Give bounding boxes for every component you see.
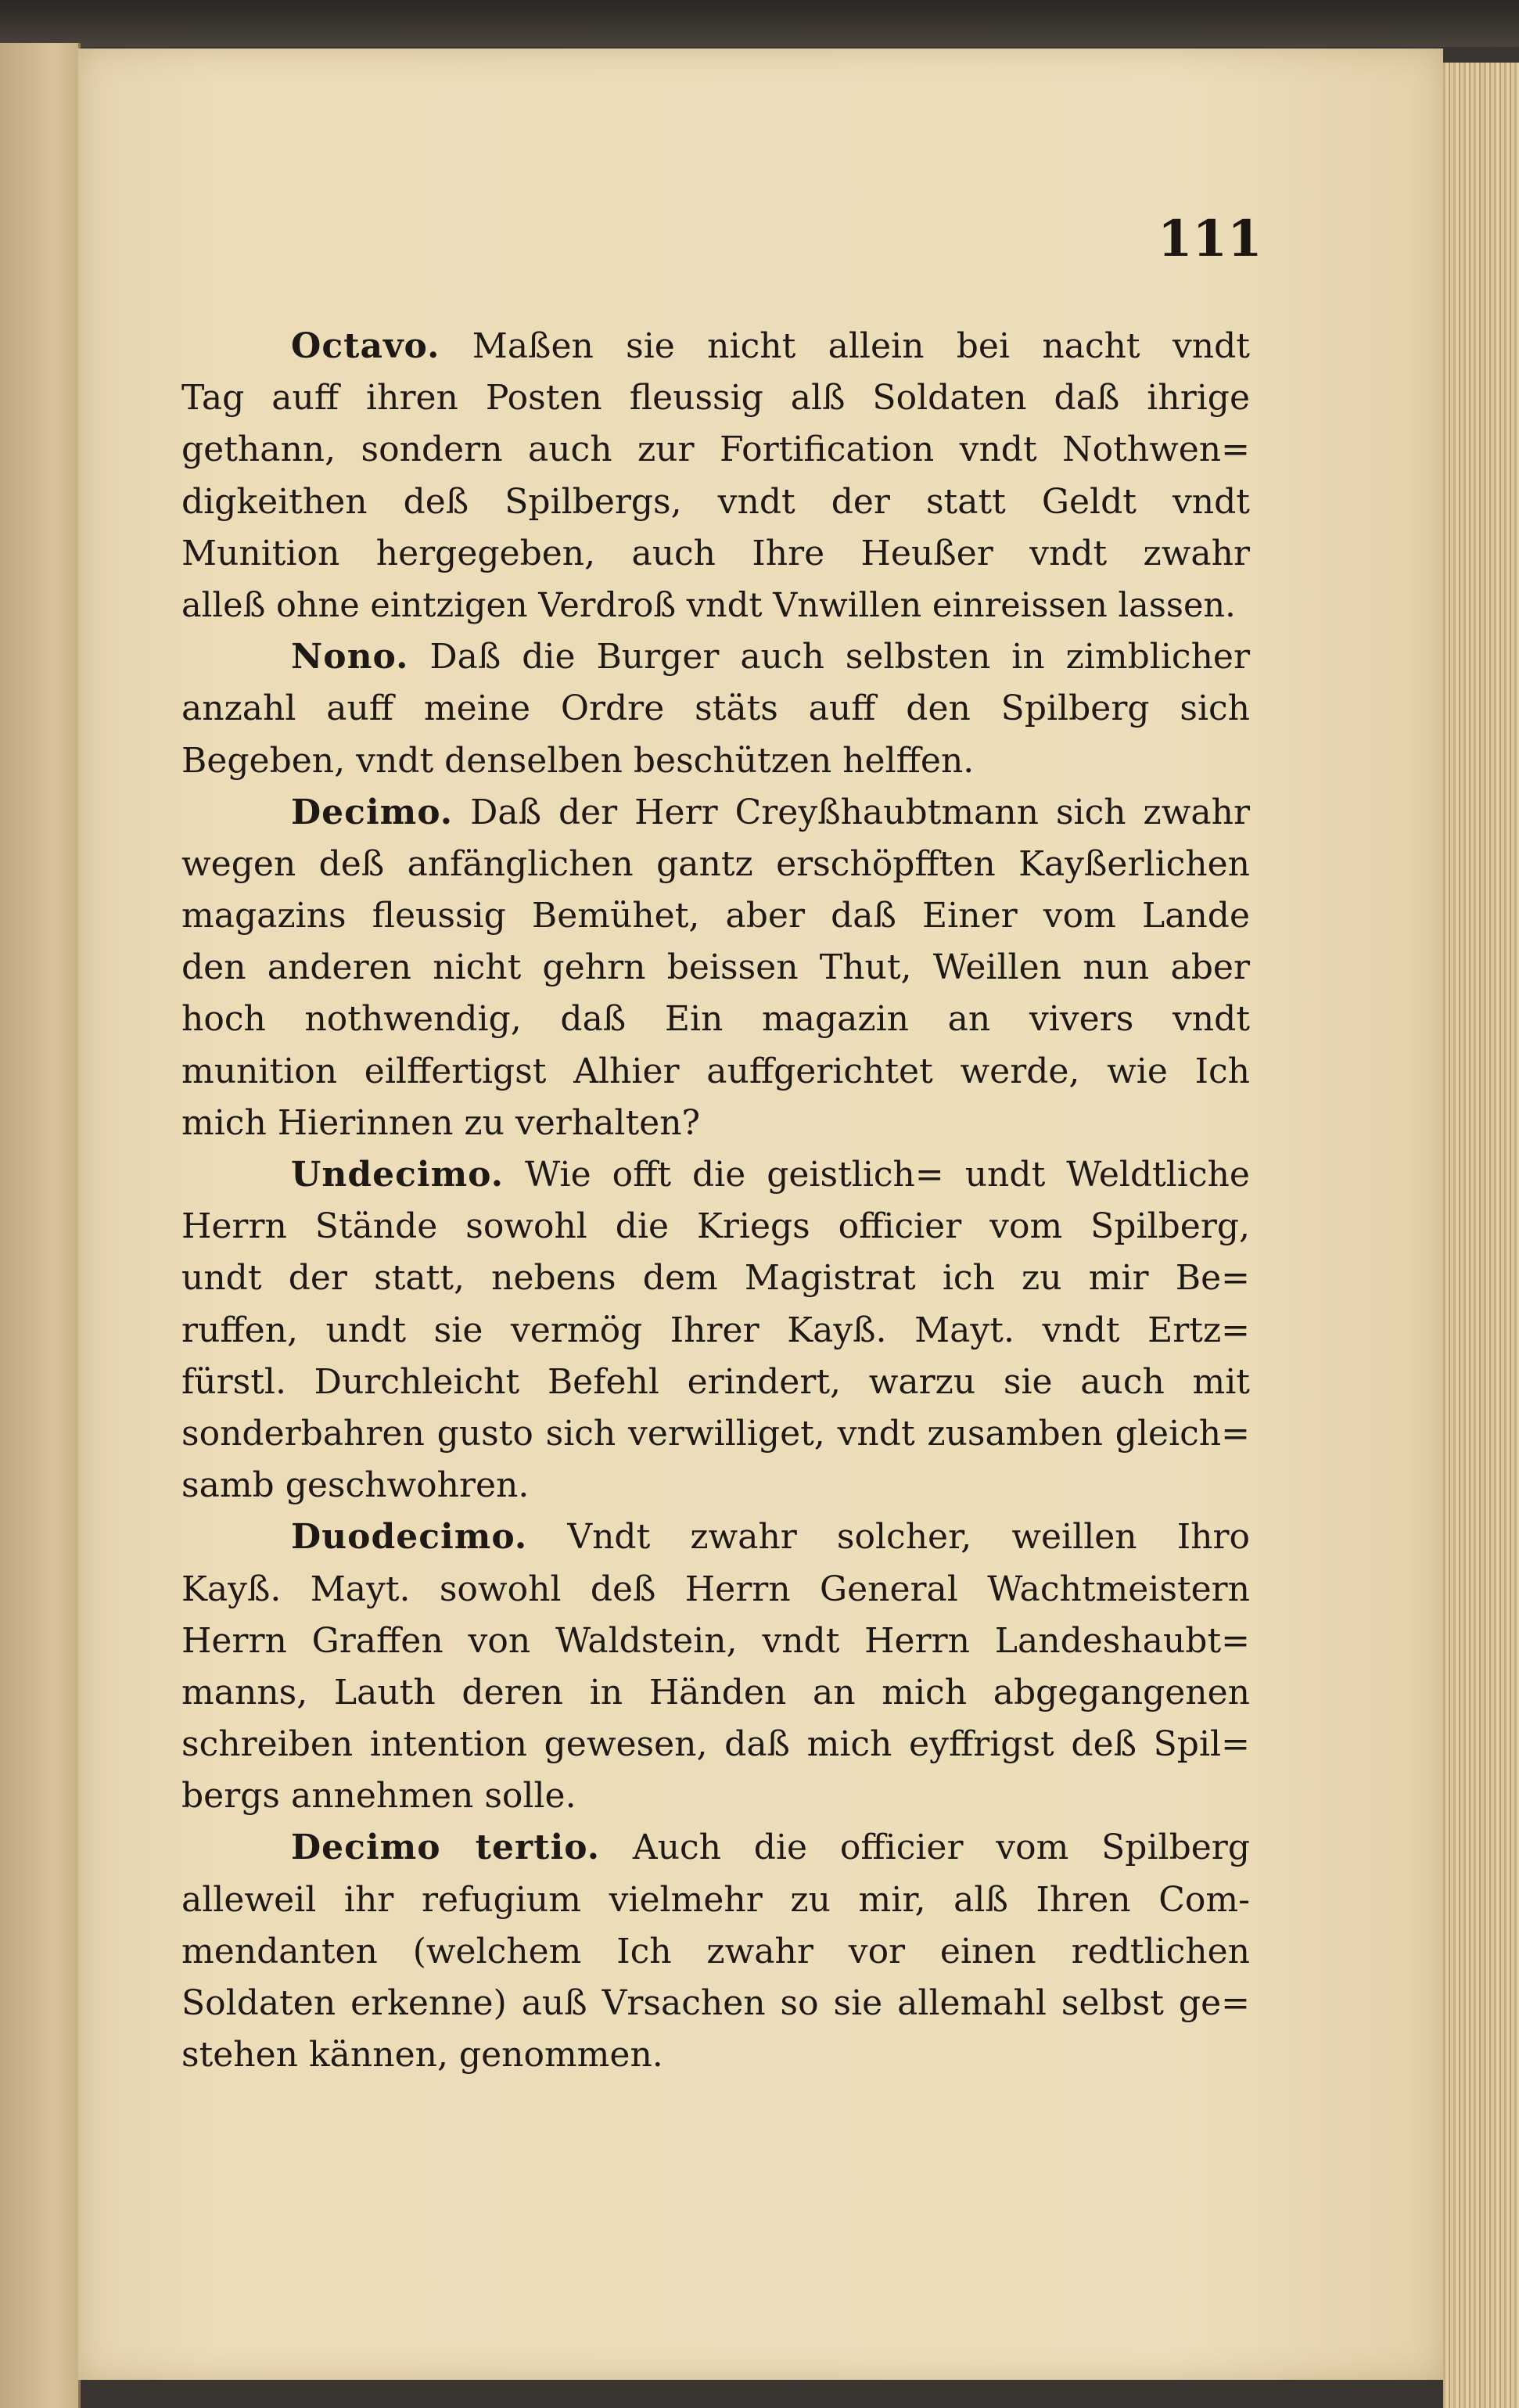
text-line: stehen kännen, genommen.: [181, 2035, 663, 2076]
text-line: wegen deß anfänglichen gantz erschöpfften Kayßerlichen: [181, 843, 1250, 884]
page-number: 111: [1158, 210, 1262, 268]
page-stack-edge: [1443, 63, 1519, 2408]
paragraph-lead: Decimo.: [291, 792, 454, 832]
text-line: sonderbahren gusto sich verwilliget, vndt zusamben gleich=: [181, 1413, 1250, 1454]
text-line: bergs annehmen solle.: [181, 1776, 576, 1817]
text-line: anzahl auff meine Ordre stäts auff den Spilberg sich: [181, 688, 1250, 729]
text-line: digkeithen deß Spilbergs, vndt der statt Geldt vndt: [181, 481, 1250, 522]
text-line: alleweil ihr refugium vielmehr zu mir, alß Ihren Com-: [181, 1879, 1250, 1920]
paragraph-undecimo-line-1: Undecimo. Wie offt die geistlich= undt Weldtliche: [291, 1155, 1250, 1195]
text-line: alleß ohne eintzigen Verdroß vndt Vnwillen einreissen lassen.: [181, 585, 1236, 625]
text-line: Herrn Graffen von Waldstein, vndt Herrn Landeshaubt=: [181, 1620, 1250, 1661]
text-block: [181, 321, 1250, 2081]
paragraph-decimo-line-1: Decimo. Daß der Herr Creyßhaubtmann sich zwahr: [291, 792, 1250, 832]
text-line: Munition hergegeben, auch Ihre Heußer vndt zwahr: [181, 533, 1250, 573]
paragraph-duodecimo-line-1: Duodecimo. Vndt zwahr solcher, weillen Ihro: [291, 1517, 1250, 1558]
paragraph-nono-line-1: Nono. Daß die Burger auch selbsten in zimblicher: [291, 637, 1250, 677]
left-page-edge: [0, 43, 81, 2408]
book-top-edge: [0, 0, 1519, 47]
text-line: den anderen nicht gehrn beissen Thut, Weillen nun aber: [181, 947, 1250, 988]
paragraph-octavo-line-1: Octavo. Maßen sie nicht allein bei nacht vndt: [291, 326, 1250, 366]
paragraph-lead: Duodecimo.: [291, 1517, 528, 1558]
text-line: schreiben intention gewesen, daß mich eyffrigst deß Spil=: [181, 1724, 1250, 1765]
text-line: hoch nothwendig, daß Ein magazin an vivers vndt: [181, 999, 1250, 1040]
text-line: ruffen, undt sie vermög Ihrer Kayß. Mayt. vndt Ertz=: [181, 1310, 1250, 1350]
text-line: mendanten (welchem Ich zwahr vor einen redtlichen: [181, 1931, 1250, 1971]
text-line: munition eilffertigst Alhier auffgerichtet werde, wie Ich: [181, 1051, 1250, 1091]
paragraph-lead: Undecimo.: [291, 1155, 505, 1195]
text-line: gethann, sondern auch zur Fortification vndt Nothwen=: [181, 429, 1250, 470]
text-line: Kayß. Mayt. sowohl deß Herrn General Wachtmeistern: [181, 1569, 1250, 1609]
text-line: Begeben, vndt denselben beschützen helffen.: [181, 740, 975, 781]
text-line: fürstl. Durchleicht Befehl erindert, warzu sie auch mit: [181, 1361, 1250, 1402]
paragraph-lead: Nono.: [291, 637, 409, 677]
paragraph-lead: Octavo.: [291, 326, 440, 366]
text-line: Soldaten erkenne) auß Vrsachen so sie allemahl selbst ge=: [181, 1983, 1250, 2023]
text-line: Tag auff ihren Posten fleussig alß Soldaten daß ihrige: [181, 378, 1250, 419]
text-line: magazins fleussig Bemühet, aber daß Einer vom Lande: [181, 896, 1250, 936]
paragraph-decimo-tertio-line-1: Decimo tertio. Auch die officier vom Spilberg: [291, 1828, 1250, 1868]
text-line: Herrn Stände sowohl die Kriegs officier vom Spilberg,: [181, 1206, 1250, 1247]
text-line: mich Hierinnen zu verhalten?: [181, 1102, 701, 1143]
text-line: samb geschwohren.: [181, 1465, 530, 1506]
text-line: manns, Lauth deren in Händen an mich abgegangenen: [181, 1672, 1250, 1713]
text-line: undt der statt, nebens dem Magistrat ich zu mir Be=: [181, 1258, 1250, 1299]
paragraph-lead: Decimo tertio.: [291, 1828, 601, 1868]
